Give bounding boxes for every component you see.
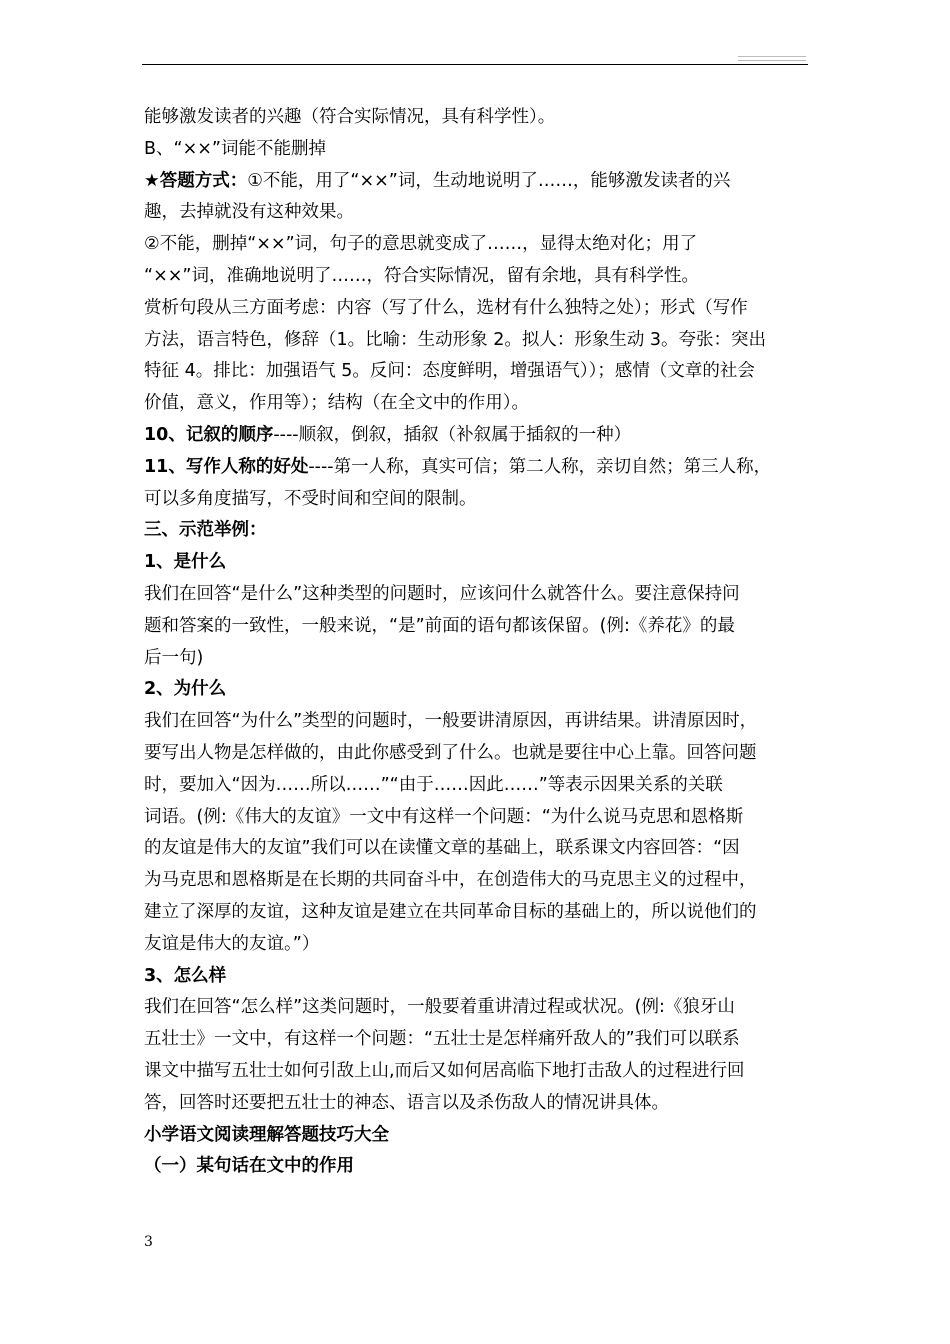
- section-heading: 小学语文阅读理解答题技巧大全: [144, 1124, 389, 1145]
- header-mark: [738, 56, 806, 61]
- header-rule: [142, 64, 808, 65]
- heading-line: 11、写作人称的好处----第一人称，真实可信；第二人称，亲切自然；第三人称，: [144, 456, 772, 477]
- text-line: 可以多角度描写，不受时间和空间的限制。: [144, 488, 477, 509]
- text-line: 为马克思和恩格斯是在长期的共同奋斗中，在创造伟大的马克思主义的过程中，: [144, 870, 757, 891]
- text-line: 方法，语言特色，修辞（1。比喻：生动形象 2。拟人：形象生动 3。夸张：突出: [144, 329, 767, 350]
- text-line: 我们在回答“怎么样”这类问题时，一般要着重讲清过程或状况。(例:《狼牙山: [144, 997, 735, 1018]
- text-line: 趣，去掉就没有这种效果。: [144, 202, 354, 223]
- text-line: 赏析句段从三方面考虑：内容（写了什么，选材有什么独特之处）；形式（写作: [144, 297, 748, 318]
- text-line: “××”词，准确地说明了……，符合实际情况，留有余地，具有科学性。: [144, 265, 699, 286]
- document-body: [144, 102, 816, 1183]
- text-line: 我们在回答“是什么”这种类型的问题时，应该问什么就答什么。要注意保持问: [144, 583, 740, 604]
- section-heading: （一）某句话在文中的作用: [144, 1156, 354, 1177]
- text-line: B、“××”词能不能删掉: [144, 138, 326, 159]
- text-line: ★答题方式：①不能，用了“××”词，生动地说明了……，能够激发读者的兴: [144, 170, 731, 191]
- text-line: 友谊是伟大的友谊。”）: [144, 933, 320, 954]
- subsection-heading: 3、怎么样: [144, 965, 227, 986]
- text-line: 价值，意义，作用等）；结构（在全文中的作用）。: [144, 393, 529, 414]
- text-line: ②不能，删掉“××”词，句子的意思就变成了……，显得太绝对化；用了: [144, 234, 698, 255]
- text-line: 五壮士》一文中，有这样一个问题：“五壮士是怎样痛歼敌人的”我们可以联系: [144, 1029, 740, 1050]
- text-line: 能够激发读者的兴趣（符合实际情况，具有科学性）。: [144, 107, 556, 127]
- text-line: 后一句): [144, 647, 204, 668]
- subsection-heading: 2、为什么: [144, 679, 227, 700]
- text-line: 的友谊是伟大的友谊”我们可以在读懂文章的基础上，联系课文内容回答：“因: [144, 838, 740, 859]
- text-line: 要写出人物是怎样做的，由此你感受到了什么。也就是要往中心上靠。回答问题: [144, 742, 757, 763]
- page-number: 3: [144, 1234, 153, 1250]
- text-line: 特征 4。排比：加强语气 5。反问：态度鲜明，增强语气））；感情（文章的社会: [144, 361, 755, 382]
- text-line: 时，要加入“因为……所以……”“由于……因此……”等表示因果关系的关联: [144, 774, 723, 795]
- text-line: 建立了深厚的友谊，这种友谊是建立在共同革命目标的基础上的，所以说他们的: [144, 901, 757, 922]
- text-line: 我们在回答“为什么”类型的问题时，一般要讲清原因，再讲结果。讲清原因时，: [144, 711, 758, 732]
- text-line: 答，回答时还要把五壮士的神态、语言以及杀伤敌人的情况讲具体。: [144, 1092, 669, 1113]
- text-line: 词语。(例:《伟大的友谊》一文中有这样一个问题：“为什么说马克思和恩格斯: [144, 806, 744, 827]
- text-line: 课文中描写五壮士如何引敌上山,而后又如何居高临下地打击敌人的过程进行回: [144, 1060, 745, 1081]
- heading-line: 10、记叙的顺序----顺叙，倒叙，插叙（补叙属于插叙的一种）: [144, 424, 632, 445]
- section-heading: 三、示范举例：: [144, 520, 267, 541]
- subsection-heading: 1、是什么: [144, 552, 227, 573]
- text-line: 题和答案的一致性，一般来说，“是”前面的语句都该保留。(例:《养花》的最: [144, 615, 735, 636]
